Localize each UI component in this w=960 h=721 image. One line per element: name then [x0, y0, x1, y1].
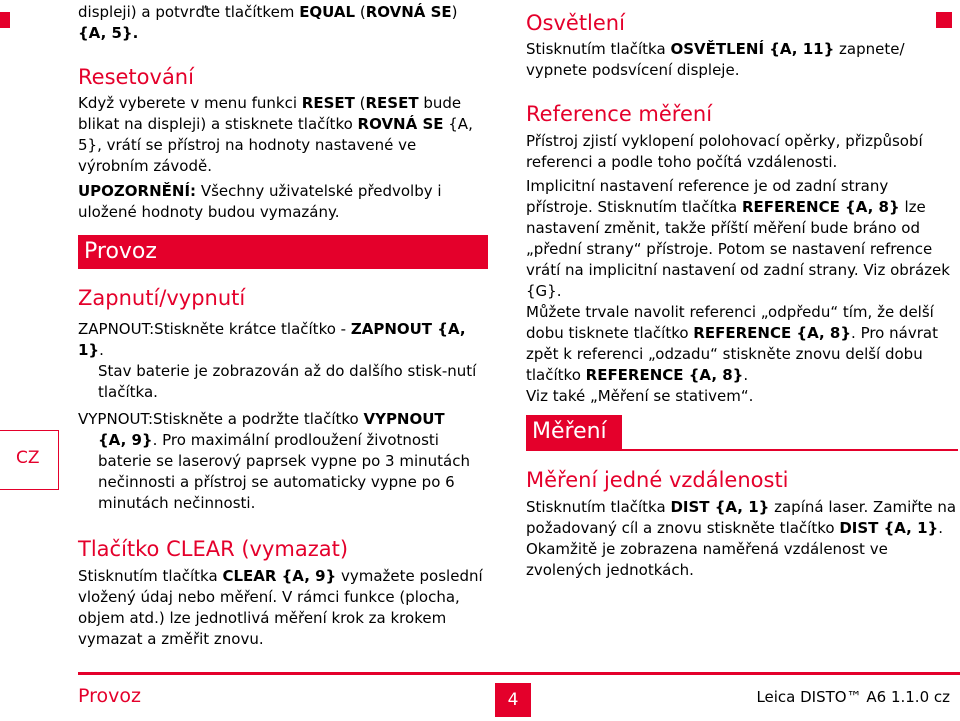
- clear-text: vymažete poslední vložený údaj nebo měření. V rámci funkce (plocha, objem atd.) lze jednotlivá měření krok za krokem vymazat a změřit znovu.: [78, 567, 483, 648]
- intro-text: (: [355, 3, 366, 21]
- single-text: zapíná laser. Zamiřte na požadovaný cíl a znovu stiskněte tlačítko: [526, 498, 957, 537]
- footer-product: Leica DISTO™ A6 1.1.0 cz: [756, 688, 950, 706]
- reset-key: RESET: [365, 94, 419, 112]
- intro-key: EQUAL: [299, 3, 356, 21]
- off-text: . Pro maximální prodloužení životnosti baterie se laserový paprsek vypne po 3 minutách nečinnosti a přístroj se automaticky vypne po 6 minutách nečinnosti.: [98, 431, 470, 512]
- clear-heading: Tlačítko CLEAR (vymazat): [78, 537, 349, 561]
- mereni-underline: [526, 449, 958, 451]
- provoz-section-header: [78, 235, 488, 269]
- reference-p1: Přístroj zjistí vyklopení polohovací opěrky, přizpůsobí referenci a podle toho počítá vzdálenosti.: [526, 132, 923, 171]
- reference-heading: Reference měření: [526, 102, 713, 126]
- light-key: OSVĚTLENÍ {A, 11}: [670, 40, 835, 58]
- reference-text: lze nastavení změnit, takže příští měření bude bráno od „přední strany“ přístroje. Potom se nastavení refrence vrátí na implicitní nastavení od zadní strany. Viz obrázek {G}.: [526, 198, 950, 300]
- clear-text: Stisknutím tlačítka: [78, 567, 223, 585]
- footer-section: Provoz: [78, 685, 141, 707]
- single-text: Stisknutím tlačítka: [526, 498, 671, 516]
- crop-marker-left: [0, 12, 10, 28]
- clear-paragraph: [78, 566, 488, 650]
- provoz-bar: Provoz: [78, 235, 488, 269]
- on-label: ZAPNOUT:: [78, 320, 155, 338]
- reference-key: REFERENCE {A, 8}: [693, 324, 852, 342]
- off-key: {A, 9}: [98, 431, 153, 449]
- on-paragraph: [78, 319, 488, 361]
- battery-note: Stav baterie je zobrazován až do dalšího stisk-nutí tlačítka.: [98, 362, 477, 401]
- intro-key: ROVNÁ SE: [365, 3, 452, 21]
- footer-rule: [78, 672, 960, 675]
- reference-text: Implicitní nastavení reference je od zadní strany přístroje. Stisknutím tlačítka: [526, 177, 889, 216]
- reference-key: REFERENCE {A, 8}: [585, 366, 744, 384]
- single-text: . Okamžitě je zobrazena naměřená vzdálenost ve zvolených jednotkách.: [526, 519, 944, 579]
- single-heading: Měření jedné vzdálenosti: [526, 468, 789, 492]
- reference-text: Můžete trvale navolit referenci „odpředu“ tím, že delší dobu tisknete tlačítko: [526, 303, 934, 342]
- right-column: [526, 0, 958, 581]
- light-text: Stisknutím tlačítka: [526, 40, 671, 58]
- reference-text: . Pro návrat zpět k referenci „odzadu“ stiskněte znovu delší dobu tlačítko: [526, 324, 938, 384]
- light-text: zapnete/ vypnete podsvícení displeje.: [526, 40, 905, 79]
- reference-p3: [526, 302, 958, 386]
- reference-key: REFERENCE {A, 8}: [741, 198, 900, 216]
- reference-p4: Viz také „Měření se stativem“.: [526, 387, 754, 405]
- reset-text: Když vyberete v menu funkci: [78, 94, 302, 112]
- off-detail: [78, 430, 488, 514]
- left-column: [78, 0, 488, 650]
- on-text: .: [99, 341, 104, 359]
- reference-p2: [526, 176, 958, 302]
- off-key: VYPNOUT: [363, 410, 445, 428]
- reset-heading: Resetování: [78, 65, 194, 89]
- page-number: 4: [495, 683, 531, 717]
- language-tab: [0, 430, 60, 490]
- single-key: DIST {A, 1}: [670, 498, 770, 516]
- intro-text: ): [451, 3, 458, 21]
- off-text: Stiskněte a podržte tlačítko: [153, 410, 364, 428]
- on-key: ZAPNOUT {A, 1}: [78, 320, 466, 359]
- onoff-heading: Zapnutí/vypnutí: [78, 286, 246, 310]
- clear-key: CLEAR {A, 9}: [222, 567, 337, 585]
- on-text: Stiskněte krátce tlačítko -: [154, 320, 351, 338]
- single-key: DIST {A, 1}: [839, 519, 939, 537]
- mereni-section-header: [526, 415, 958, 451]
- language-tab-label: CZ: [16, 448, 40, 468]
- reset-text: {A, 5}, vrátí se přístroj na hodnoty nastavené ve výrobním závodě.: [78, 115, 473, 175]
- off-label: VYPNOUT:: [78, 410, 154, 428]
- reset-key: RESET: [301, 94, 355, 112]
- reset-text: (: [354, 94, 366, 112]
- light-paragraph: [526, 39, 958, 81]
- light-heading: Osvětlení: [526, 11, 625, 35]
- intro-key: {A, 5}.: [78, 24, 139, 42]
- warning-label: UPOZORNĚNÍ:: [78, 182, 197, 200]
- reset-warning: [78, 181, 488, 223]
- intro-paragraph: [78, 2, 488, 44]
- mereni-bar: Měření: [526, 415, 622, 449]
- single-paragraph: [526, 497, 958, 581]
- off-paragraph: [78, 409, 488, 430]
- reset-text: bude blikat na displeji) a stisknete tlačítko: [78, 94, 462, 133]
- reset-key: ROVNÁ SE: [357, 115, 444, 133]
- reference-text: .: [743, 366, 749, 384]
- intro-text: displeji) a potvrďte tlačítkem: [78, 3, 300, 21]
- warning-text: Všechny uživatelské předvolby i uložené hodnoty budou vymazány.: [78, 182, 442, 221]
- reset-paragraph: [78, 93, 488, 177]
